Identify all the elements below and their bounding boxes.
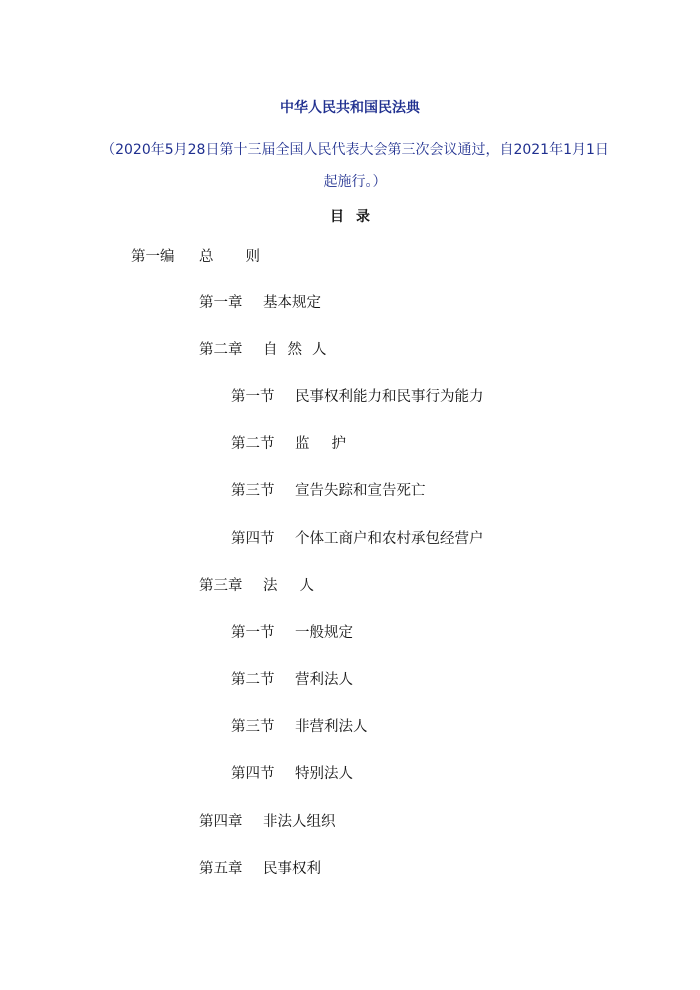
toc-entry-title: 特别法人 [295, 766, 353, 782]
toc-entry-number: 第三节 [231, 719, 275, 735]
toc-entry-chapter[interactable] [199, 812, 336, 832]
document-title: 中华人民共和国民法典 [280, 100, 420, 116]
toc-entry-section[interactable] [231, 434, 368, 454]
toc-entry-chapter[interactable] [199, 293, 321, 313]
toc-entry-chapter[interactable] [199, 340, 337, 360]
toc-entry-section[interactable] [231, 670, 353, 690]
toc-entry-section[interactable] [231, 387, 484, 407]
toc-entry-number: 第二章 [199, 342, 243, 358]
toc-entry-number: 第三节 [231, 483, 275, 499]
toc-entry-section[interactable] [231, 717, 368, 737]
toc-entry-title: 法人 [263, 578, 336, 594]
toc-entry-title: 非法人组织 [263, 814, 336, 830]
toc-entry-title: 营利法人 [295, 672, 353, 688]
toc-entry-section[interactable] [231, 481, 426, 501]
toc-entry-section[interactable] [231, 529, 484, 549]
toc-entry-title: 基本规定 [263, 295, 321, 311]
toc-entry-title: 自然人 [263, 342, 337, 358]
toc-entry-number: 第二节 [231, 672, 275, 688]
toc-entry-title: 监护 [295, 436, 368, 452]
toc-entry-title: 非营利法人 [295, 719, 368, 735]
toc-entry-title: 总则 [199, 249, 292, 265]
toc-entry-number: 第一节 [231, 625, 275, 641]
toc-entry-number: 第四节 [231, 766, 275, 782]
toc-entry-title: 宣告失踪和宣告死亡 [295, 483, 426, 499]
toc-entry-chapter[interactable] [199, 576, 336, 596]
document-subtitle: （2020年5月28日第十三届全国人民代表大会第三次会议通过，自2021年1月1日起施行。） [101, 142, 609, 190]
toc-entry-number: 第一编 [131, 249, 175, 265]
toc-entry-number: 第四章 [199, 814, 243, 830]
toc-entry-title: 民事权利能力和民事行为能力 [295, 389, 484, 405]
toc-entry-section[interactable] [231, 764, 353, 784]
toc-entry-number: 第四节 [231, 531, 275, 547]
toc-entry-chapter[interactable] [199, 859, 321, 879]
toc-entry-section[interactable] [231, 623, 353, 643]
toc-entry-part-1[interactable] [131, 247, 292, 267]
toc-entry-title: 一般规定 [295, 625, 353, 641]
toc-entry-title: 民事权利 [263, 861, 321, 877]
toc-entry-number: 第五章 [199, 861, 243, 877]
toc-entry-number: 第三章 [199, 578, 243, 594]
toc-entry-number: 第一节 [231, 389, 275, 405]
toc-entry-number: 第一章 [199, 295, 243, 311]
toc-entry-number: 第二节 [231, 436, 275, 452]
toc-heading: 目录 [330, 209, 382, 225]
toc-entry-title: 个体工商户和农村承包经营户 [295, 531, 484, 547]
